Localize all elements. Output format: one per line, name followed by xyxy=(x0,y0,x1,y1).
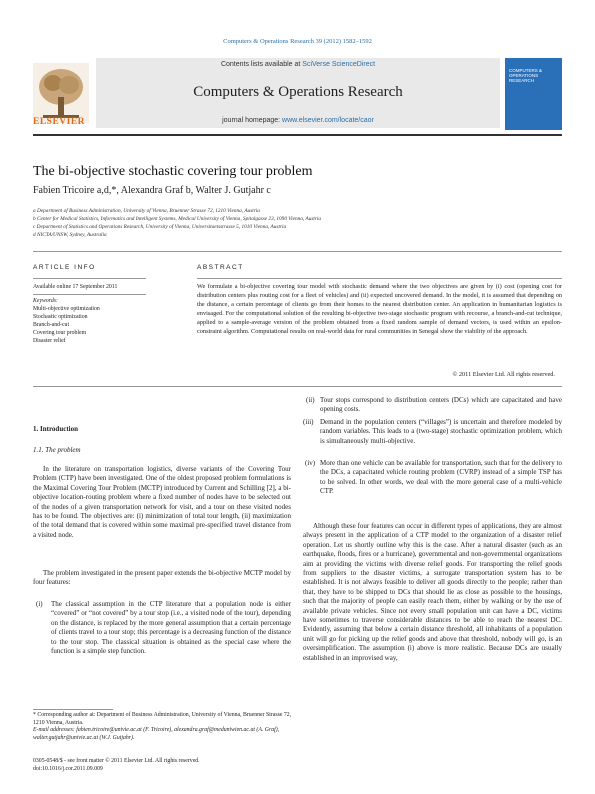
copyright: © 2011 Elsevier Ltd. All rights reserved. xyxy=(452,371,555,378)
footnote-rule xyxy=(33,709,113,710)
article-title: The bi-objective stochastic covering tour problem xyxy=(33,164,313,179)
doi-line: doi:10.1016/j.cor.2011.09.009 xyxy=(33,765,103,772)
cover-text: COMPUTERS & OPERATIONS RESEARCH xyxy=(509,68,543,83)
issn-line: 0305-0548/$ - see front matter © 2011 Elsevier Ltd. All rights reserved. xyxy=(33,758,200,764)
paragraph: In the literature on transportation logistics, diverse variants of the Covering Tour Problem (CTP) have been investigated. One of the oldest proposed problem formulations is the Maximal Covering Tour Problem (MCTP) introduced by Current and Schilling [2], a bi-objective location-routing problem where a fixed number of nodes have to be selected out of the nodes of a given transportation network for visit, and a tour on these visited nodes has to be found. The objectives are: (i) minimization of total tour length, (ii) maximization of the total demand that is covered within some maximal pre-specified travel distance from a visited node. xyxy=(33,465,291,539)
author-list: Fabien Tricoire a,d,*, Alexandra Graf b, Walter J. Gutjahr c xyxy=(33,185,271,196)
keyword: Multi-objective optimization xyxy=(33,306,100,312)
corresponding-author: * Corresponding author at: Department of Business Administration, University of Vienna, Bruenner Strasse 72, 1210 Vienna, Austria. xyxy=(33,712,292,726)
contents-line xyxy=(96,61,500,68)
running-head: Computers & Operations Research 39 (2012) 1582–1592 xyxy=(223,38,372,45)
homepage-prefix: journal homepage: xyxy=(222,117,283,124)
footnote xyxy=(33,712,293,742)
header-rule xyxy=(33,134,562,136)
journal-title: Computers & Operations Research xyxy=(193,84,403,100)
homepage-line xyxy=(96,117,500,124)
affiliation: b Center for Medical Statistics, Informatics and Intelligent Systems, Medical University of Vienna, Spitalgasse 23, 1090 Vienna, Austria xyxy=(33,216,322,222)
contents-prefix: Contents lists available at xyxy=(220,61,303,68)
front-matter xyxy=(33,758,200,773)
keyword: Disaster relief xyxy=(33,338,66,344)
list-label: (iii) xyxy=(303,418,314,426)
paragraph: Although these four features can occur in different types of applications, they are almost always present in the application of a CTP model to the organization of a disaster relief operation. Let us shortly outline why this is the case. After a natural disaster (such as an earthquake, floods, fires or a hurricane), governmental and non-governmental organizations aim at providing the victims with diverse relief goods. For transporting the relief goods from suppliers to the disaster victims, a surrogate transportation system has to be established. It is not always feasible to deliver all goods directly to the people; rather than that, they have to be shipped to DCs that should lie as close as possible to the housings, such that the majority of people can easily reach them, either by walking or by the use of available private vehicles. Since not every small population unit can have a DC, victims have sometimes to traverse considerable distances to be able to reach the nearest DC. Evidently, assuming that below a certain distance threshold, all inhabitants of a population unit will go for picking up the relief goods and above that threshold, nobody will go, is an oversimplification. The assumption (i) above is more realistic. Because DCs are usually established in an improvised way, xyxy=(303,522,562,662)
publisher-logo-text: ELSEVIER xyxy=(33,117,86,127)
list-label: (ii) xyxy=(306,396,315,404)
keyword: Branch-and-cut xyxy=(33,322,70,328)
divider xyxy=(33,386,562,387)
list-item: Demand in the population centers (“villages”) is uncertain and therefore modeled by random variables. This leads to a (two-stage) stochastic optimization problem, which is simultaneously multi-objective. xyxy=(320,418,562,445)
keyword: Covering tour problem xyxy=(33,330,87,336)
affiliation: a Department of Business Administration, University of Vienna, Bruenner Strasse 72, 1210 Vienna, Austria xyxy=(33,208,260,214)
list-item: Tour stops correspond to distribution centers (DCs) which are capacitated and have opening costs. xyxy=(320,396,562,414)
list-label: (iv) xyxy=(305,459,316,467)
list-label: (i) xyxy=(36,600,43,608)
section-heading: 1. Introduction xyxy=(33,425,78,433)
abstract-heading: ABSTRACT xyxy=(197,264,244,271)
divider xyxy=(33,278,146,279)
affiliation: d NICTA/UNSW, Sydney, Australia xyxy=(33,232,107,238)
section-divider xyxy=(33,251,562,252)
email-addresses: E-mail addresses: fabien.tricoire@univie.ac.at (F. Tricoire), alexandra.graf@meduniwien.ac.at (A. Graf), walter.gutjahr@univie.ac.at (W.J. Gutjahr). xyxy=(33,727,280,741)
sciencedirect-link[interactable]: SciVerse ScienceDirect xyxy=(302,61,376,68)
subsection-heading: 1.1. The problem xyxy=(33,446,81,454)
available-online: Available online 17 September 2011 xyxy=(33,284,118,290)
homepage-link[interactable]: www.elsevier.com/locate/caor xyxy=(282,117,374,124)
affiliation: c Department of Statistics and Operations Research, University of Vienna, Universitaetsstrasse 5, 1010 Vienna, Austria xyxy=(33,224,287,230)
paragraph: The problem investigated in the present paper extends the bi-objective MCTP model by four features: xyxy=(33,569,291,587)
article-info-heading: ARTICLE INFO xyxy=(33,264,96,271)
divider xyxy=(197,278,562,279)
keyword: Stochastic optimization xyxy=(33,314,88,320)
list-item: More than one vehicle can be available for transportation, such that for the delivery to the DCs, a capacitated vehicle routing problem (CVRP) instead of a simple TSP has to be solved. In other words, we deal with the more general case of a multi-vehicle CTP. xyxy=(320,459,562,496)
divider xyxy=(33,294,146,295)
list-item: The classical assumption in the CTP literature that a population node is either “covered” or “not covered” by a tour stop (i.e., a visited node of the tour), depending on the distance, is replaced by the more general assumption that a certain percentage of clients travel to a tour stop; this percentage is a decreasing function of the distance to the tour stop. The classical situation is obtained as the special case where the function is a simple step function. xyxy=(51,600,291,656)
keywords-label: Keywords: xyxy=(33,298,58,304)
abstract-text: We formulate a bi-objective covering tour model with stochastic demand where the two objectives are given by (i) cost (opening cost for distribution centers plus routing cost for a fleet of vehicles) and (ii) expected uncovered demand. In the model, it is assumed that depending on the distance, a certain percentage of clients go from their homes to the nearest distribution center. An application in humanitarian logistics is envisaged. For the computational solution of the resulting bi-objective two-stage stochastic program with recourse, a branch-and-cut technique, applied to a sample-average version of the problem obtained from a fixed random sample of demand vectors, is used within an epsilon-constraint algorithm. Computational results on real-world data for rural communities in Senegal show the viability of the approach. xyxy=(197,283,562,335)
